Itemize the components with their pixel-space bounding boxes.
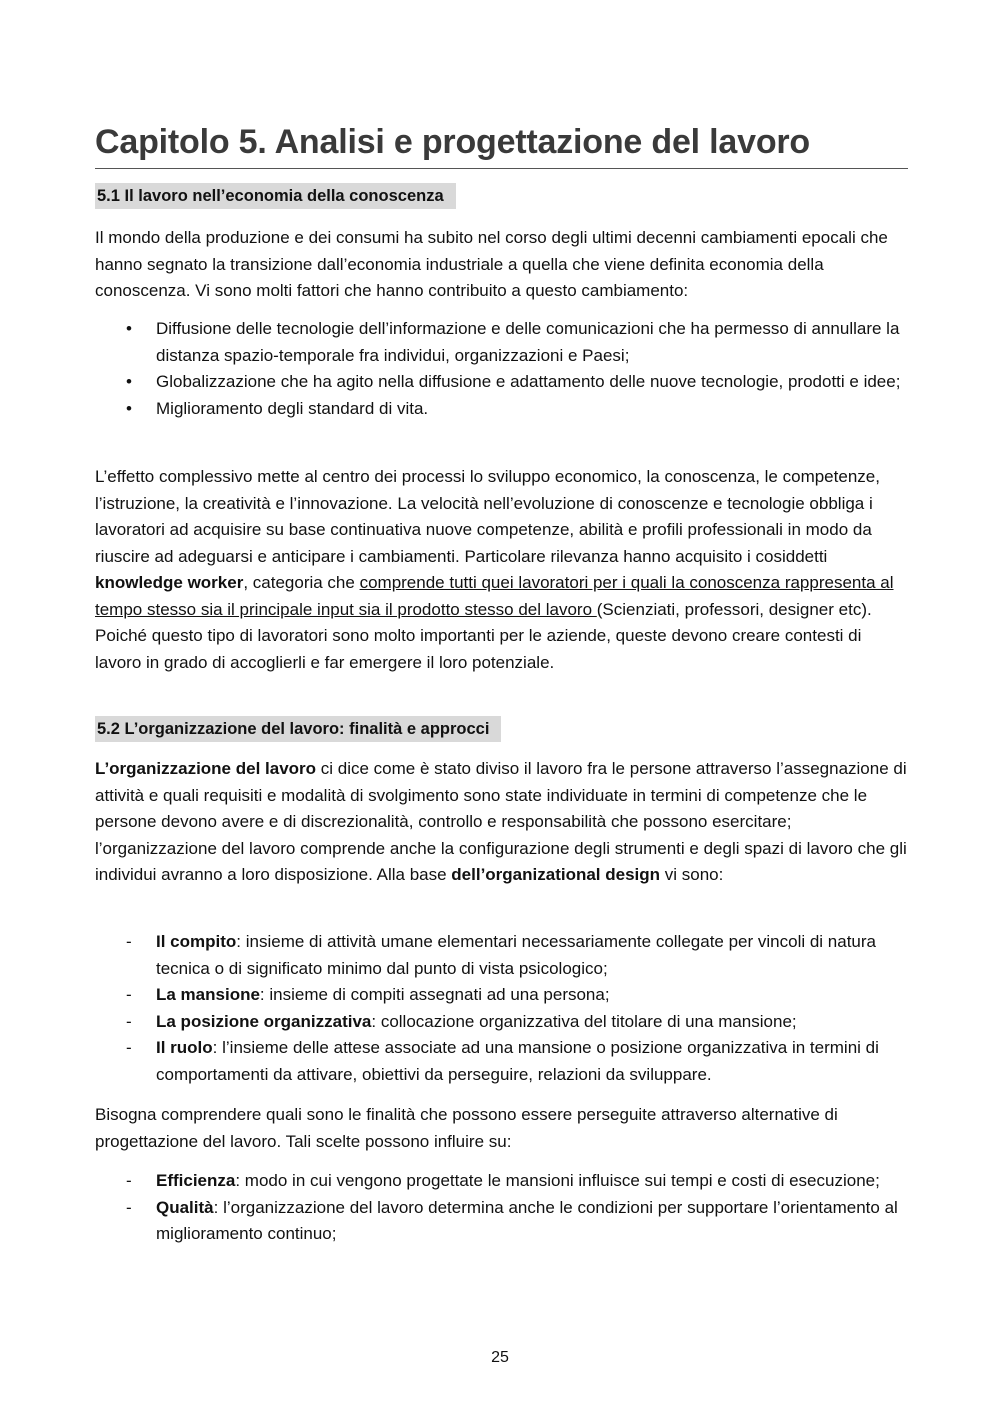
- dash-marker: -: [126, 1197, 132, 1217]
- bullet-list-factors: [95, 316, 908, 422]
- list-item: - Il compito: insieme di attività umane elementari necessariamente collegate per vincoli di natura tecnica o di significato minimo dal punto di vista psicologico;: [95, 929, 908, 982]
- paragraph-knowledge-worker: L’effetto complessivo mette al centro dei processi lo sviluppo economico, la conoscenza, le competenze, l’istruzione, la creatività e l’innovazione. La velocità nell’evoluzione di conoscenze e tecnologie obbliga i lavoratori ad acquisire su base continuativa nuove competenze, abilità e profili professionali in modo da riuscire ad adeguarsi e anticipare i cambiamenti. Particolare rilevanza hanno acquisito i cosiddetti knowledge worker, categoria che comprende tutti quei lavoratori per i quali la conoscenza rappresenta al tempo stesso sia il principale input sia il prodotto stesso del lavoro (Scienziati, professori, designer etc). Poiché questo tipo di lavoratori sono molto importanti per le aziende, queste devono creare contesti di lavoro in grado di accoglierli e far emergere il loro potenziale.: [95, 467, 894, 672]
- bullet-marker: •: [126, 372, 132, 391]
- chapter-title: Capitolo 5. Analisi e progettazione del lavoro: [95, 120, 908, 169]
- paragraph-intro: Il mondo della produzione e dei consumi ha subito nel corso degli ultimi decenni cambiamenti epocali che hanno segnato la transizione dall’economia industriale a quella che viene definita economia della conoscenza. Vi sono molti fattori che hanno contribuito a questo cambiamento:: [95, 228, 888, 300]
- bold-term: dell’organizational design: [451, 865, 661, 884]
- list-item: - La mansione: insieme di compiti assegnati ad una persona;: [95, 982, 908, 1009]
- list-item: • Diffusione delle tecnologie dell’informazione e delle comunicazioni che ha permesso di annullare la distanza spazio-temporale fra individui, organizzazioni e Paesi;: [95, 316, 908, 369]
- paragraph-finalita: Bisogna comprendere quali sono le finalità che possono essere perseguite attraverso alternative di progettazione del lavoro. Tali scelte possono influire su:: [95, 1105, 838, 1151]
- section-5-1: [95, 183, 908, 209]
- dash-marker: -: [126, 932, 132, 951]
- section-5-2: [95, 716, 908, 742]
- dash-marker: -: [126, 1038, 132, 1057]
- dash-marker: -: [126, 1011, 132, 1031]
- section-heading: 5.1 Il lavoro nell’economia della conoscenza: [95, 183, 456, 209]
- list-item: - Qualità: l’organizzazione del lavoro determina anche le condizioni per supportare l’orientamento al miglioramento continuo;: [95, 1195, 908, 1248]
- section-heading: 5.2 L’organizzazione del lavoro: finalità e approcci: [95, 716, 501, 742]
- list-item: - La posizione organizzativa: collocazione organizzativa del titolare di una mansione;: [95, 1009, 908, 1036]
- list-item: • Globalizzazione che ha agito nella diffusione e adattamento delle nuove tecnologie, prodotti e idee;: [95, 369, 908, 396]
- page-number: 25: [491, 1349, 509, 1366]
- paragraph-organizzazione: L’organizzazione del lavoro ci dice come è stato diviso il lavoro fra le persone attraverso l’assegnazione di attività e quali requisiti e modalità di svolgimento sono state individuate in termini di competenze che le persone devono avere e di discrezionalità, controllo e responsabilità che possono esercitare; l’organizzazione del lavoro comprende anche la configurazione degli strumenti e degli spazi di lavoro che gli individui avranno a loro disposizione. Alla base dell’organizational design vi sono:: [95, 759, 907, 884]
- list-item: - Il ruolo: l’insieme delle attese associate ad una mansione o posizione organizzativa in termini di comportamenti da attivare, obiettivi da perseguire, relazioni da sviluppare.: [95, 1035, 908, 1088]
- definition-list: [95, 929, 908, 1088]
- list-item: - Efficienza: modo in cui vengono progettate le mansioni influisce sui tempi e costi di esecuzione;: [95, 1168, 908, 1195]
- bullet-marker: •: [126, 319, 132, 338]
- goals-list: [95, 1168, 908, 1248]
- dash-marker: -: [126, 1171, 132, 1190]
- bold-term: L’organizzazione del lavoro: [95, 759, 317, 778]
- bold-term: knowledge worker: [95, 573, 244, 592]
- list-item: • Miglioramento degli standard di vita.: [95, 396, 908, 423]
- underlined-definition: comprende tutti quei lavoratori per i quali la conoscenza rappresenta al tempo stesso sia il principale input sia il prodotto stesso del lavoro: [95, 573, 894, 619]
- bullet-marker: •: [126, 398, 132, 418]
- dash-marker: -: [126, 985, 132, 1004]
